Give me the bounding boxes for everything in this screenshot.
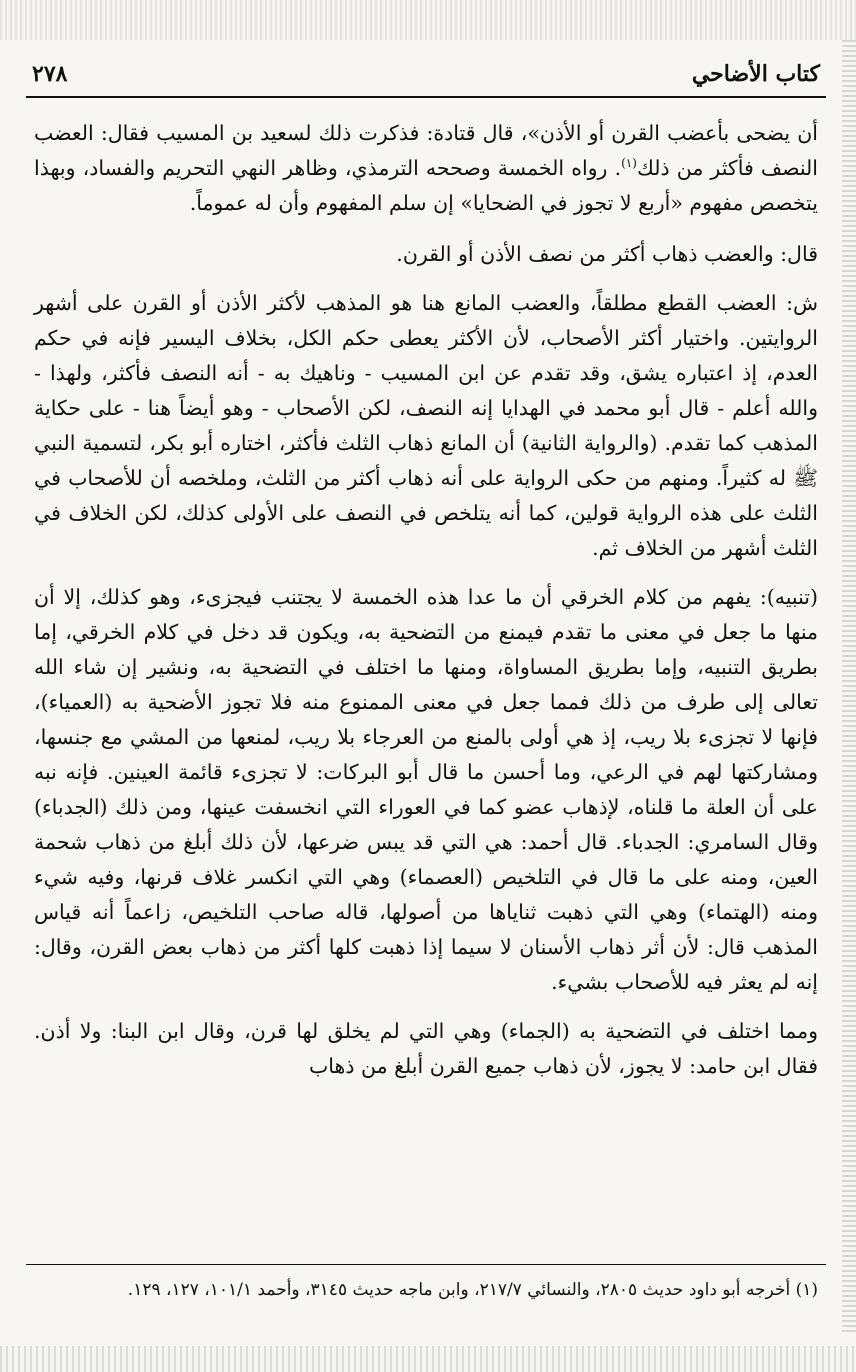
scan-edge-right [842,40,856,1332]
paragraph-text: . رواه الخمسة وصححه الترمذي، وظاهر النهي التحريم والفساد، وبهذا يتخصص مفهوم «أربع لا تجوز في الضحايا» إن سلم المفهوم وأن له عموماً. [34,156,818,215]
footnote-text: (١) أخرجه أبو داود حديث ٢٨٠٥، والنسائي ٢١٧/٧، وابن ماجه حديث ٣١٤٥، وأحمد ١٠١/١، ١٢٧، ١٢٩. [127,1280,818,1300]
paragraph: ش: العضب القطع مطلقاً، والعضب المانع هنا هو المذهب لأكثر الأذن أو القرن على أشهر الروايتين. واختيار أكثر الأصحاب، لأن الأكثر يعطى حكم الكل، بخلاف اليسير فإنه في حكم العدم، إذ اعتباره يشق، وقد تقدم عن ابن المسيب - وناهيك به - أنه النصف فأكثر، ولهذا - والله أعلم - قال أبو محمد في الهدايا إنه النصف، لكن الأصحاب - وهو أيضاً هنا - على حكاية المذهب كما تقدم. (والرواية الثانية) أن المانع ذهاب الثلث فأكثر، اختاره أبو بكر، لتسمية النبي ﷺ له كثيراً. ومنهم من حكى الرواية على أنه ذهاب أكثر من الثلث، وملخصه أن للأصحاب في الثلث على هذه الرواية قولين، كما أنه يتلخص في النصف على الأولى كذلك، لكن الخلاف في الثلث أشهر من الخلاف ثم. [34,291,818,560]
paragraph [34,116,818,221]
book-page [26,52,826,1342]
paragraph-text: أن يضحى بأعضب القرن أو الأذن»، قال قتادة: فذكرت ذلك لسعيد بن المسيب فقال: العضب النصف فأكثر من ذلك [34,121,818,180]
footnotes [26,1264,826,1305]
paragraph: ومما اختلف في التضحية به (الجماء) وهي التي لم يخلق لها قرن، وقال ابن البنا: ولا أذن. فقال ابن حامد: لا يجوز، لأن ذهاب جميع القرن أبلغ من ذهاب [34,1019,818,1078]
page-number: ٢٧٨ [32,61,68,87]
paragraph: قال: والعضب ذهاب أكثر من نصف الأذن أو القرن. [396,242,818,266]
scan-edge-top [0,0,856,40]
page-header [26,52,826,98]
scan-edge-bottom [0,1346,856,1372]
page-body [26,98,826,1084]
paragraph: (تنبيه): يفهم من كلام الخرقي أن ما عدا هذه الخمسة لا يجتنب فيجزىء، وهو كذلك، إلا أن منها ما جعل في معنى ما تقدم فيمنع من التضحية به، ويكون قد دخل في كلام الخرقي، إما بطريق التنبيه، وإما بطريق المساواة، ومنها ما اختلف في التضحية به، ونشير إن شاء الله تعالى إلى طرف من ذلك فمما جعل في معنى الممنوع منه فلا تجوز الأضحية به (العمياء)، فإنها لا تجزىء بلا ريب، إذ هي أولى بالمنع من العرجاء بلا ريب، لمنعها من المشي مع جنسها، ومشاركتها لهم في الرعي، وما أحسن ما قال أبو البركات: لا تجزىء قائمة العينين. فإنه نبه على أن العلة ما قلناه، لإذهاب عضو كما في العوراء التي انخسفت عينها، ومن ذلك (الجدباء) وقال السامري: الجدباء. قال أحمد: هي التي قد يبس ضرعها، لأن ذلك أبلغ من ذهاب شحمة العين، ومنه على ما قال في التلخيص (العصماء) وهي التي انكسر غلاف قرنها، وفيه شيء ومنه (الهتماء) وهي التي ذهبت ثناياها من أصولها، قاله صاحب التلخيص، زاعماً أنه قياس المذهب قال: لأن أثر ذهاب الأسنان لا سيما إذا ذهبت كلها أكثر من ذهاب بعض القرن، وقال: إنه لم يعثر فيه للأصحاب بشيء. [34,585,818,994]
footnote-marker[interactable]: (١) [621,156,637,171]
chapter-title: كتاب الأضاحي [691,61,820,87]
